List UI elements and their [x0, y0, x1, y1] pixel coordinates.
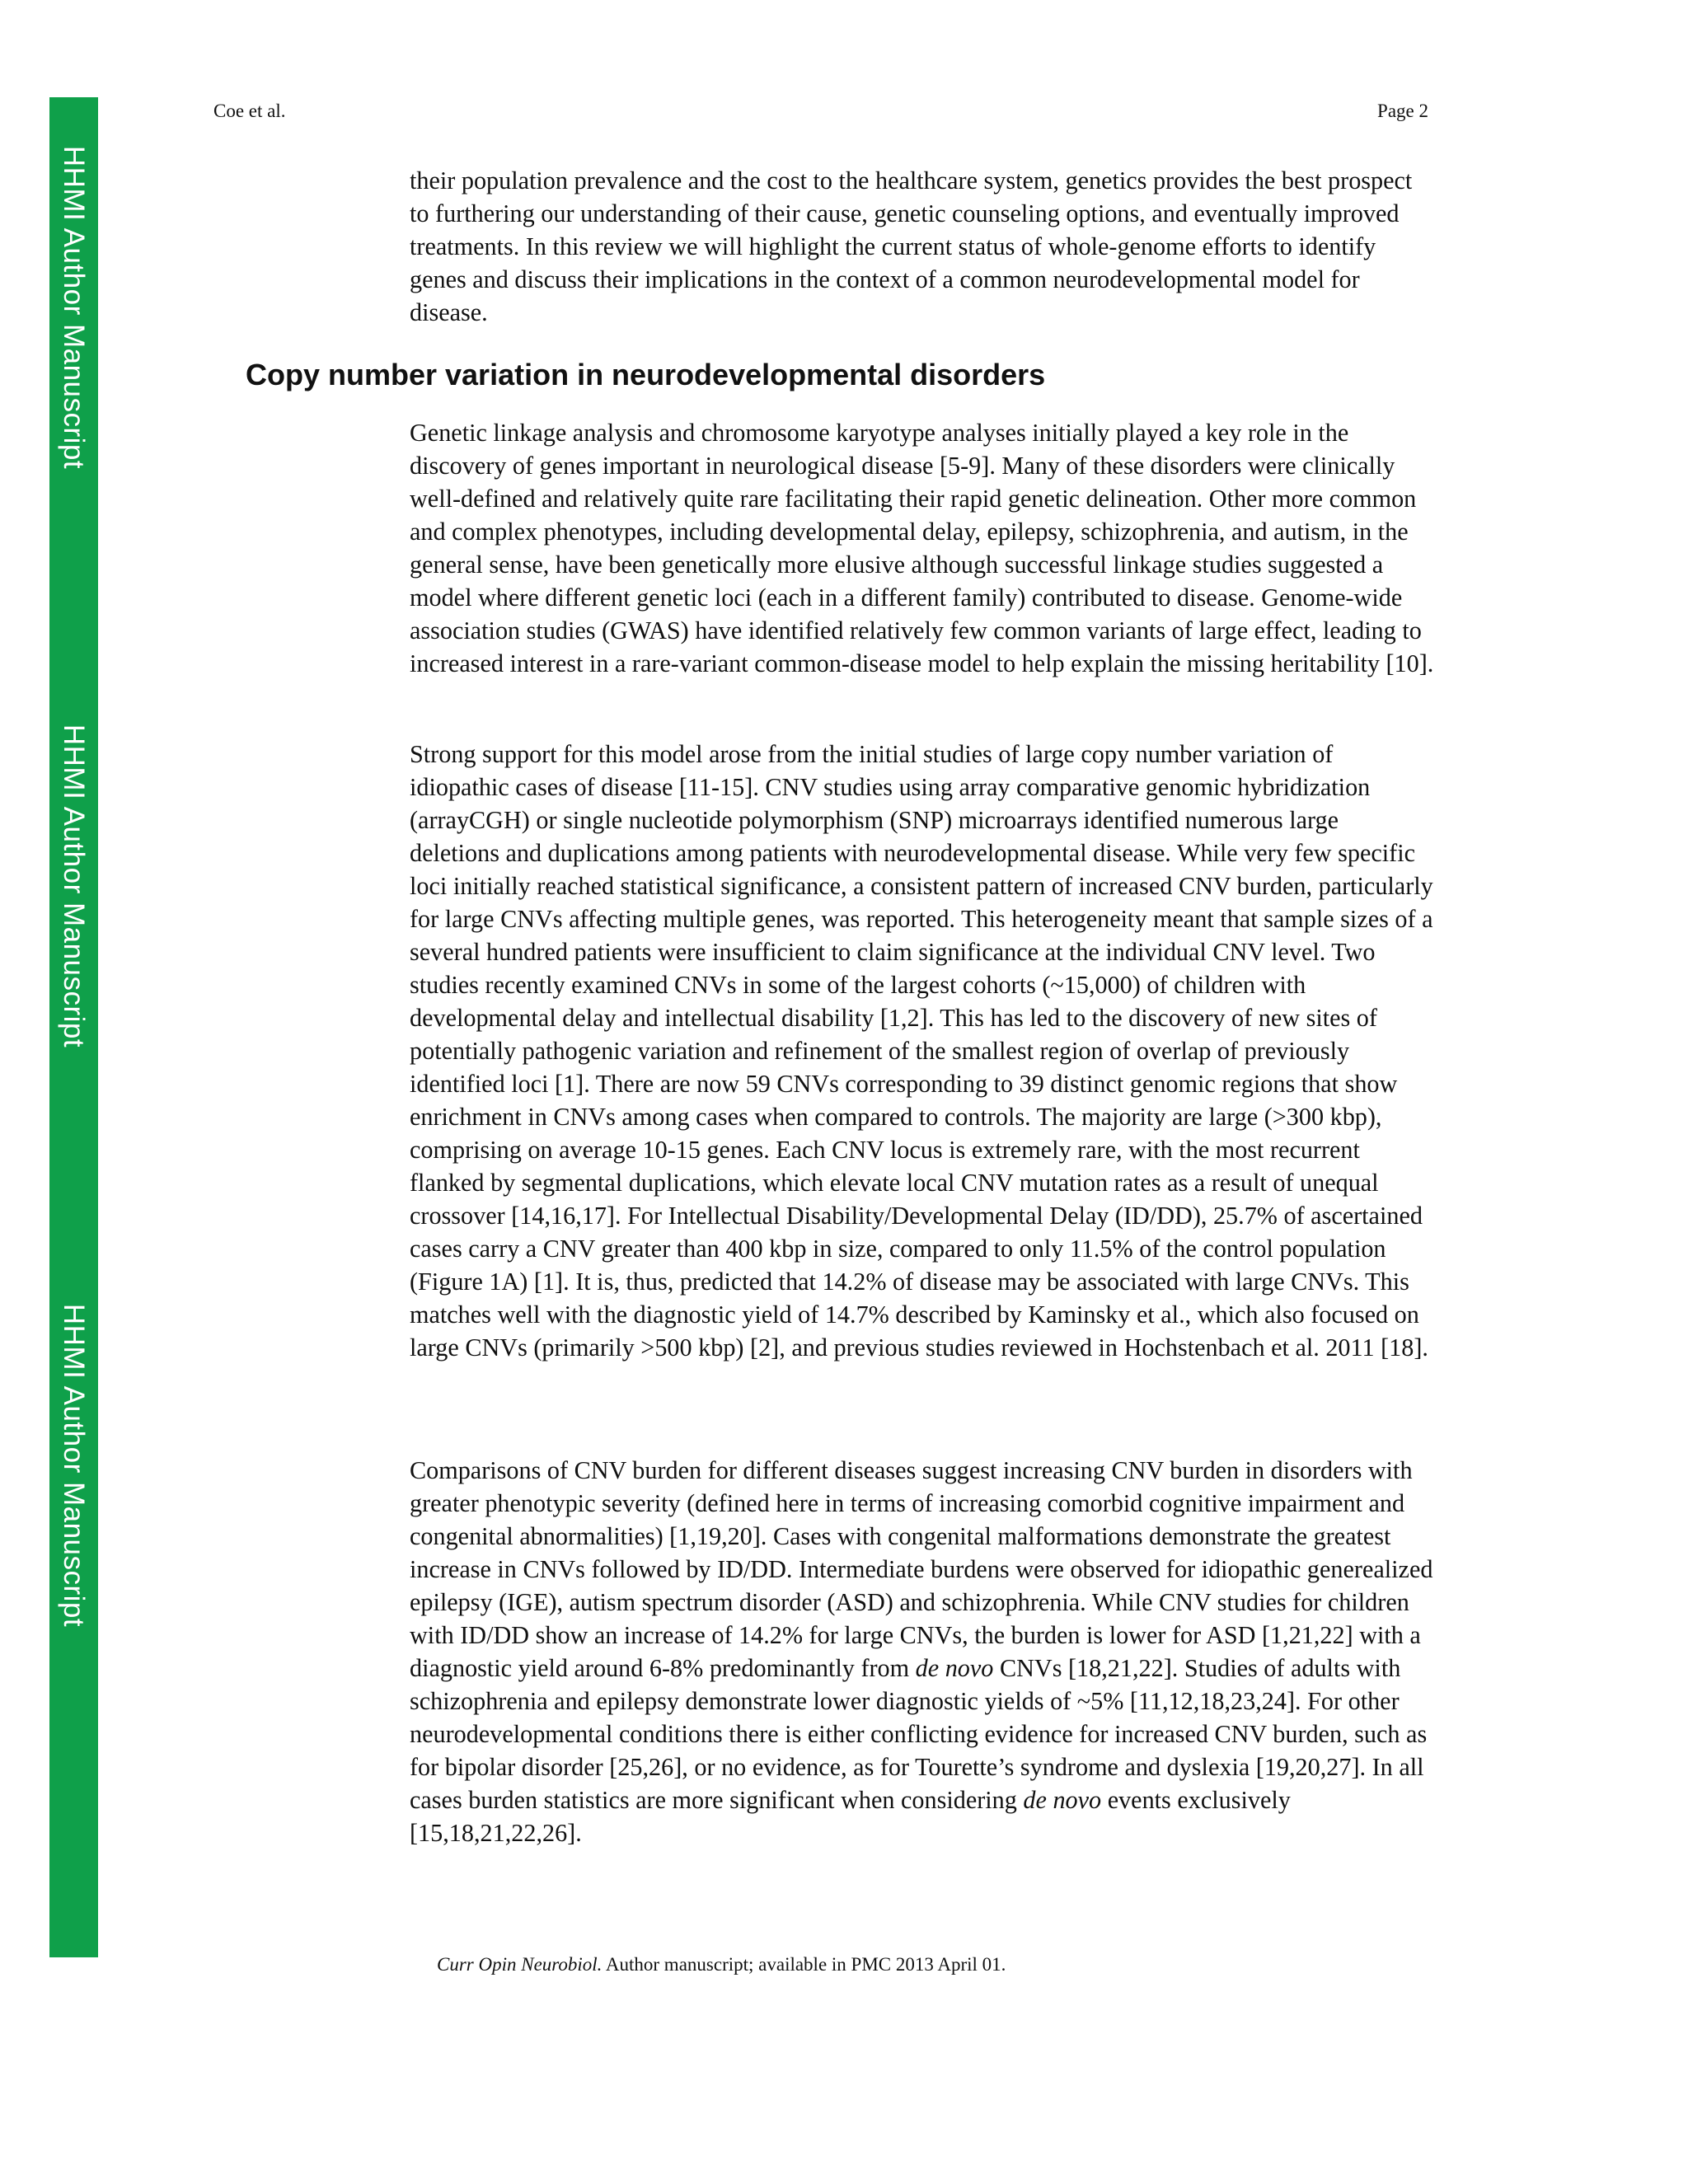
- running-head-author: Coe et al.: [213, 101, 286, 121]
- page-number: Page 2: [1377, 101, 1428, 121]
- journal-name: Curr Opin Neurobiol.: [437, 1954, 603, 1975]
- body-text-run: events exclusively [15,18,21,22,26].: [410, 1786, 1291, 1847]
- intro-paragraph: their population prevalence and the cost to the healthcare system, genetics provides the best prospect to furthering our understanding of their cause, genetic counseling options, and eventually improved treatments. In this review we will highlight the current status of whole-genome efforts to identify genes and discuss their implications in the context of a common neurodevelopmental model for disease.: [410, 166, 1413, 326]
- body-paragraph: Genetic linkage analysis and chromosome karyotype analyses initially played a key role in the discovery of genes important in neurological disease [5-9]. Many of these disorders were clinically well-defined and relatively quite rare facilitating their rapid genetic delineation. Other more common and complex phenotypes, including developmental delay, epilepsy, schizophrenia, and autism, in the general sense, have been genetically more elusive although successful linkage studies suggested a model where different genetic loci (each in a different family) contributed to disease. Genome-wide association studies (GWAS) have identified relatively few common variants of large effect, leading to increased interest in a rare-variant common-disease model to help explain the missing heritability [10].: [410, 419, 1434, 677]
- section-heading: Copy number variation in neurodevelopmental disorders: [246, 358, 1046, 391]
- author-manuscript-sidebar: HHMI Author Manuscript HHMI Author Manuscript HHMI Author Manuscript: [49, 97, 98, 1957]
- footer-note: Author manuscript; available in PMC 2013 April 01.: [602, 1954, 1006, 1975]
- body-paragraph: Strong support for this model arose from the initial studies of large copy number variation of idiopathic cases of disease [11-15]. CNV studies using array comparative genomic hybridization (arrayCGH) or single nucleotide polymorphism (SNP) microarrays identified numerous large deletions and duplications among patients with neurodevelopmental disease. While very few specific loci initially reached statistical significance, a consistent pattern of increased CNV burden, particularly for large CNVs affecting multiple genes, was reported. This heterogeneity meant that sample sizes of a several hundred patients were insufficient to claim significance at the individual CNV level. Two studies recently examined CNVs in some of the largest cohorts (~15,000) of children with developmental delay and intellectual disability [1,2]. This has led to the discovery of new sites of potentially pathogenic variation and refinement of the smallest region of overlap of previously identified loci [1]. There are now 59 CNVs corresponding to 39 distinct genomic regions that show enrichment in CNVs among cases when compared to controls. The majority are large (>300 kbp), comprising on average 10-15 genes. Each CNV locus is extremely rare, with the most recurrent flanked by segmental duplications, which elevate local CNV mutation rates as a result of unequal crossover [14,16,17]. For Intellectual Disability/Developmental Delay (ID/DD), 25.7% of ascertained cases carry a CNV greater than 400 kbp in size, compared to only 11.5% of the control population (Figure 1A) [1]. It is, thus, predicted that 14.2% of disease may be associated with large CNVs. This matches well with the diagnostic yield of 14.7% described by Kaminsky et al., which also focused on large CNVs (primarily >500 kbp) [2], and previous studies reviewed in Hochstenbach et al. 2011 [18].: [410, 740, 1433, 1361]
- footer-citation: [437, 1954, 1006, 1975]
- italic-term: de novo: [1023, 1786, 1102, 1814]
- body-paragraph: [410, 1454, 1434, 1849]
- body-text-run: CNVs [18,21,22]. Studies of adults with schizophrenia and epilepsy demonstrate lower diagnostic yields of ~5% [11,12,18,23,24]. For other neurodevelopmental conditions there is either conflicting evidence for increased CNV burden, such as for bipolar disorder [25,26], or no evidence, as for Tourette’s syndrome and dyslexia [19,20,27]. In all cases burden statistics are more significant when considering: [410, 1654, 1428, 1814]
- italic-term: de novo: [915, 1654, 994, 1682]
- body-text-run: Comparisons of CNV burden for different diseases suggest increasing CNV burden in disorders with greater phenotypic severity (defined here in terms of increasing comorbid cognitive impairment and congenital abnormalities) [1,19,20]. Cases with congenital malformations demonstrate the greatest increase in CNVs followed by ID/DD. Intermediate burdens were observed for idiopathic generealized epilepsy (IGE), autism spectrum disorder (ASD) and schizophrenia. While CNV studies for children with ID/DD show an increase of 14.2% for large CNVs, the burden is lower for ASD [1,21,22] with a diagnostic yield around 6-8% predominantly from: [410, 1456, 1433, 1682]
